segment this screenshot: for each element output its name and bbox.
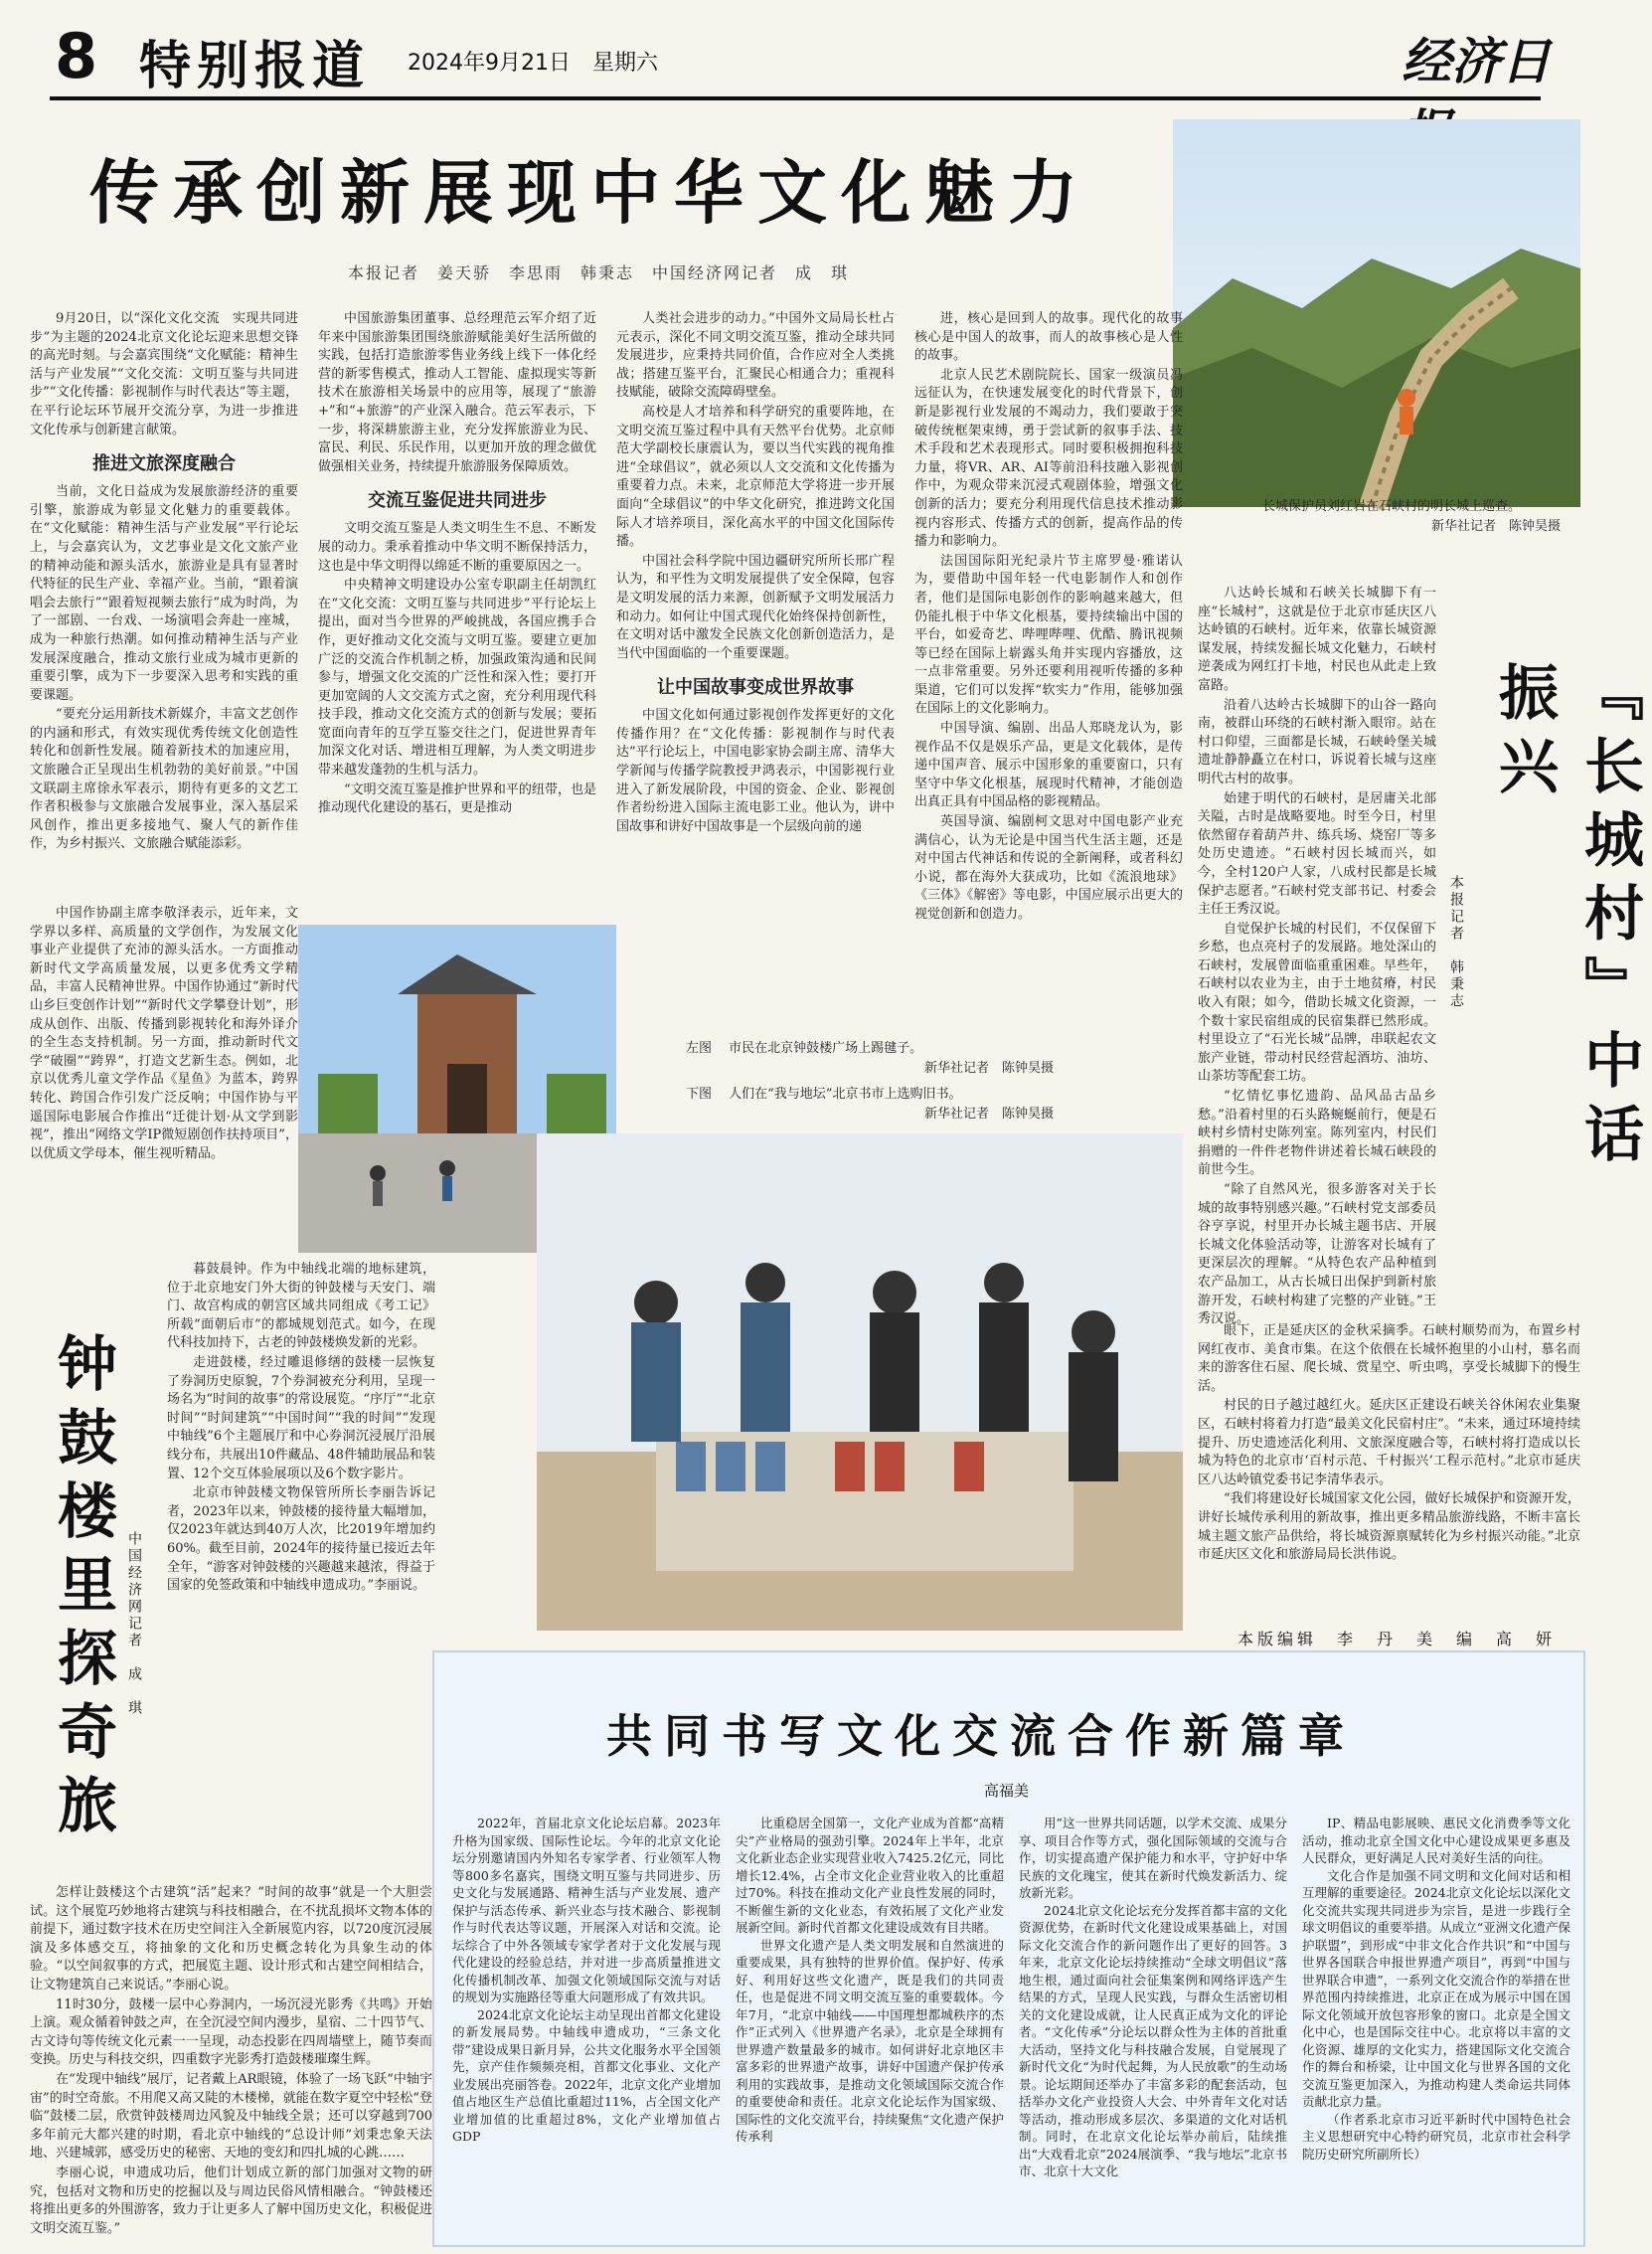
paragraph: 沿着八达岭古长城脚下的山谷一路向南，被群山环绕的石峡村渐入眼帘。站在村口仰望，三面都是长城，石峡岭堡关城遗址静静矗立在村口，诉说着长城与这座明代古村的故事。 bbox=[1198, 697, 1436, 786]
paragraph: 北京市钟鼓楼文物保管所所长李丽告诉记者，2023年以来，钟鼓楼的接待量大幅增加，仅2023年就达到40万人次，比2019年增加约60%。截至目前，2024年的接待量已接近去年全年，“游客对钟鼓楼的兴趣越来越浓，得益于国家的免签政策和中轴线申遗成功。”李丽说。 bbox=[167, 1485, 435, 1594]
newspaper-logo: 经济日 bbox=[1402, 32, 1551, 90]
bell-tower-headline: 钟鼓楼里探奇旅 bbox=[48, 1332, 117, 1847]
bottom-caption-text: 人们在“我与地坛”北京书市上选购旧书。 bbox=[729, 1087, 962, 1102]
paragraph: 人类社会进步的动力。”中国外文局局长杜占元表示，深化不同文明交流互鉴，推动全球共同发展进步，应秉持共同价值，合作应对全人类挑战；搭建互鉴平台，汇聚民心相通合力；重视科技赋能，破除交流障碍壁垒。 bbox=[616, 311, 895, 401]
left-caption-text: 市民在北京钟鼓楼广场上踢毽子。 bbox=[729, 1041, 923, 1056]
paragraph: 中国文化如何通过影视创作发挥更好的文化传播作用？在“文化传播：影视制作与时代表达”平行论坛上，中国电影家协会副主席、清华大学新闻与传播学院教授尹鸿表示，中国影视行业进入了新发展阶段，中国的资金、企业、影视创作者纷纷进入国际主流电影工业。他认为，讲中国故事和讲好中国故事是一个层级向前的递 bbox=[616, 708, 895, 834]
paragraph: 北京人民艺术剧院院长、国家一级演员冯远征认为，在快速发展变化的时代背景下，创新是影视行业发展的不竭动力，我们要敢于突破传统框架束缚，勇于尝试新的叙事手法、技术手段和艺术表现形式。同时要积极拥抱科技力量，将VR、AR、AI等前沿科技融入影视创作中，为观众带来沉浸式观剧体验，增强文化创新的活力；要充分利用现代信息技术推动影视内容形式、传播方式的创新，提高作品的传播力和影响力。 bbox=[914, 367, 1183, 550]
paragraph: 八达岭长城和石峡关长城脚下有一座“长城村”，这就是位于北京市延庆区八达岭镇的石峡村。近年来，依靠长城资源谋发展，持续发掘长城文化魅力，石峡村逆袭成为网红打卡地，村民也从此走上致富路。 bbox=[1198, 586, 1436, 693]
paragraph: 中国社会科学院中国边疆研究所所长邢广程认为，和平性为文明发展提供了安全保障，包容是文明发展的活力来源，创新赋予文明发展活力和动力。如何让中国式现代化始终保持创新性，在文明对话中激发全民族文化创新创造活力，是当代中国面临的一个重要课题。 bbox=[616, 553, 895, 661]
article-column-1 bbox=[30, 310, 298, 947]
book-market-image bbox=[537, 1133, 1183, 1631]
paragraph: 比重稳居全国第一，文化产业成为首都“高精尖”产业格局的强劲引擎。2024年上半年，北京文化新业态企业实现营业收入7425.2亿元，同比增长12.4%，占全市文化企业营业收入的比重超过70%。科技在推动文化产业良性发展的同时，不断催生新的文化业态，有效拓展了文化产业发展新空间。新时代首都文化建设成效有目共睹。 bbox=[736, 1816, 1004, 1935]
paragraph: 用”这一世界共同话题，以学术交流、成果分享、项目合作等方式，强化国际领域的交流与合作，切实提高遗产保护能力和水平，守护好中华民族的文化瑰宝，使其在新时代焕发新活力、绽放新光彩。 bbox=[1019, 1816, 1287, 1900]
commentary-column-2 bbox=[736, 1815, 1004, 2237]
page-number: 8 bbox=[55, 20, 98, 92]
main-headline: 传承创新展现中华文化魅力 bbox=[89, 151, 1091, 234]
left-photo-credit: 新华社记者 陈钟昊摄 bbox=[923, 1061, 1054, 1076]
paragraph: 文化合作是加强不同文明和文化间对话和相互理解的重要途径。2024北京文化论坛以深化文化交流共实现共同进步为宗旨，是进一步践行全球文明倡议的重要举措。从成立“亚洲文化遗产保护联盟”，到形成“中非文化合作共识”和“中国与世界各国联合申报世界遗产项目”，再到“中国与世界联合申遗”，一系列文化交流合作的举措在世界范围内持续推进，北京正在成为展示中国在国际文化领域开放包容形象的窗口。北京是全国文化中心，也是国际交往中心。北京将以丰富的文化资源、雄厚的文化实力，搭建国际文化交流合作的舞台和桥梁，让中国文化与世界各国的文化交流互鉴更加深入，为推动构建人类命运共同体贡献北京力量。 bbox=[1302, 1867, 1570, 2109]
great-wall-photo bbox=[1173, 119, 1580, 507]
left-label: 左图 bbox=[686, 1041, 713, 1056]
article-column-3 bbox=[616, 310, 895, 887]
left-photo-caption bbox=[686, 1039, 1183, 1059]
paragraph: 走进鼓楼，经过雕退修缮的鼓楼一层恢复了券洞历史原貌，7个券洞被充分利用，呈现一场名为“时间的故事”的常设展览。“序厅”“北京时间”“时间建筑”“中国时间”“我的时间”“发现中轴线”6个主题展厅和中心券洞沉浸展厅沿展线分布，共展出10件藏品、48件辅助展品和装置、12个交互体验展项以及6个数字影片。 bbox=[167, 1354, 435, 1481]
paragraph: 当前，文化日益成为发展旅游经济的重要引擎，旅游成为彰显文化魅力的重要载体。在“文化赋能：精神生活与产业发展”平行论坛上，与会嘉宾认为，文艺事业是文化文旅产业的精神动能和源头活水，旅游业是具有显著时代特征的民生产业、幸福产业。当前，“跟着演唱会去旅行”“跟着短视频去旅行”成为时尚，为了一部剧、一台戏、一场演唱会奔赴一座城，成为一种旅行热潮。如何推动精神生活与产业发展深度融合，推动文旅行业成为城市更新的重要引擎，成为下一步要深入思考和实践的重要课题。 bbox=[30, 484, 298, 703]
great-wall-caption-text: 长城保护员刘红岩在石峡村的明长城上巡查。 bbox=[1262, 499, 1522, 514]
bottom-label: 下图 bbox=[686, 1087, 713, 1102]
paragraph: 李丽心说，申遗成功后，他们计划成立新的部门加强对文物的研究，包括对文物和历史的挖掘以及与周边民俗风情相融合。“钟鼓楼还将推出更多的外围游客，致力于让更多人了解中国历史文化，积极促进文明交流互鉴。” bbox=[30, 2165, 432, 2236]
great-wall-credit: 新华社记者 陈钟昊摄 bbox=[1430, 519, 1561, 534]
paragraph: 2024北京文化论坛充分发挥首都丰富的文化资源优势，在新时代文化建设成果基础上，对国际文化交流合作的新问题作出了更好的回答。3年来，北京文化论坛持续推动“全球文明倡议”落地生根，通过面向社会征集案例和网络评选产生结果的方式，呈现人民实践，与群众生活密切相关的文化建设成就，让人民真正成为文化的评论者。“文化传承”分论坛以群众性为主体的首批重大活动，坚持文化与科技融合发展，自觉展现了新时代文化“为时代起舞，为人民放歌”的生动场景。论坛期间还举办了丰富多彩的配套活动，包括举办文化产业投资人大会、中外青年文化对话等活动，推动形成多层次、多渠道的文化对话机制。同时，在北京文化论坛举办前后，陆续推出“大戏看北京”2024展演季、“我与地坛”北京书市、北京十大文化 bbox=[1019, 1902, 1287, 2178]
great-wall-village-column-wide bbox=[1198, 1322, 1580, 1621]
great-wall-village-column bbox=[1198, 585, 1436, 1327]
paragraph: 始建于明代的石峡村，是居庸关北部关隘，古时是战略要地。时至今日，村里依然留存着葫芦井、练兵场、烧窑厂等多处历史遗迹。“石峡村因长城而兴，如今，全村120户人家，八成村民都是长城保护志愿者。”石峡村党支部书记、村委会主任王秀汉说。 bbox=[1198, 790, 1436, 918]
paragraph: IP、精品电影展映、惠民文化消费季等文化活动，推动北京全国文化中心建设成果更多惠及人民群众，更好满足人民对美好生活的向往。 bbox=[1302, 1816, 1570, 1865]
bell-tower-byline: 中国经济网记者 成 琪 bbox=[126, 1531, 142, 1717]
paragraph: 文明交流互鉴是人类文明生生不息、不断发展的动力。秉承着推动中华文明不断保持活力，这也是中华文明得以绵延不断的重要原因之一。 bbox=[318, 521, 596, 574]
article-column-1-lower bbox=[30, 905, 298, 1263]
section-title: 特别报道 bbox=[139, 36, 371, 96]
bottom-photo-caption bbox=[686, 1085, 1183, 1105]
bell-tower-column-a bbox=[167, 1261, 435, 1758]
paragraph: 暮鼓晨钟。作为中轴线北端的地标建筑，位于北京地安门外大街的钟鼓楼与天安门、端门、故宫构成的朝宫区域共同组成《考工记》所载“面朝后市”的都城规划范式。如今，在现代科技加持下，古老的钟鼓楼焕发新的光彩。 bbox=[167, 1262, 435, 1351]
issue-date: 2024年9月21日 星期六 bbox=[408, 51, 658, 76]
paragraph: 进，核心是回到人的故事。现代化的故事核心是中国人的故事，而人的故事核心是人性的故事。 bbox=[914, 311, 1183, 364]
paragraph: 2024北京文化论坛主动呈现出首都文化建设的新发展局势。中轴线申遗成功，“三条文化带”建设成果日新月异，公共文化服务水平全国领先，京产佳作频频亮相，首都文化事业、文化产业发展出亮丽答卷。2022年，北京文化产业增加值占地区生产总值比重超过11%，占全国文化产业增加值的比重超过8%，文化产业增加值占GDP bbox=[452, 2006, 721, 2144]
great-wall-village-headline: 『长城村』中话振兴 bbox=[1489, 661, 1644, 1176]
subheading-tourism: 推进文旅深度融合 bbox=[92, 453, 236, 475]
subheading-china-story: 让中国故事变成世界故事 bbox=[657, 677, 854, 699]
commentary-column-4 bbox=[1302, 1815, 1570, 2237]
paragraph: 11时30分，鼓楼一层中心券洞内，一场沉浸光影秀《共鸣》开始上演。观众循着钟鼓之声，在全沉浸空间内漫步，星宿、二十四节气、古文诗句等传统文化元素一一呈现，动态投影在四周墙壁上，随节奏而变换。历史与科技交织，四重数字光影秀打造鼓楼璀璨生辉。 bbox=[30, 1996, 432, 2068]
article-column-2 bbox=[318, 310, 596, 887]
paragraph: 中国旅游集团董事、总经理范云军介绍了近年来中国旅游集团围绕旅游赋能美好生活所做的实践，包括打造旅游零售业务线上线下一体化经营的新零售模式，推动人工智能、虚拟现实等新技术在旅游相关场景中的应用等，展现了“旅游+”和“+旅游”的产业深入融合。范云军表示，下一步，将深耕旅游主业，充分发挥旅游业为民、富民、利民、乐民作用，以更加开放的理念做优做强相关业务，持续提升旅游服务保障质效。 bbox=[318, 311, 596, 474]
paragraph: 英国导演、编剧柯文思对中国电影产业充满信心，认为无论是中国当代生活主题，还是对中国古代神话和传说的全新阐释，或者科幻小说，都在海外大获成功，比如《流浪地球》《三体》《解密》等电影，中国应展示出更大的视觉创新和创造力。 bbox=[914, 814, 1183, 922]
paragraph: 2022年，首届北京文化论坛启幕。2023年升格为国家级、国际性论坛。今年的北京文化论坛分别邀请国内外知名专家学者、行业领军人物等800多名嘉宾，围绕文明互鉴与共同进步、历史文化与发展通路、精神生活与产业发展、遗产保护与活态传承、新兴业态与技术融合、影视制作与时代表达等议题，开展深入对话和交流。论坛综合了中外各领域专家学者对于文化发展与现代化建设的经验总结，并对进一步高质量推进文化传播机制改革、加强文化领域国际交流与对话的规划为实施路径等重大问题形成了有效共识。 bbox=[452, 1816, 721, 2004]
paragraph: 9月20日，以“深化文化交流 实现共同进步”为主题的2024北京文化论坛迎来思想交锋的高光时刻。与会嘉宾围绕“文化赋能：精神生活与产业发展”“文化交流：文明互鉴与共同进步”“文化传播：影视制作与时代表达”等主题，在平行论坛环节展开交流分享，为进一步推进文化传承与创新建言献策。 bbox=[30, 311, 298, 437]
commentary-author: 高福美 bbox=[984, 1782, 1030, 1800]
paragraph: 中国导演、编剧、出品人郑晓龙认为，影视作品不仅是娱乐产品，更是文化载体，是传递中国声音、展示中国形象的重要窗口，只有坚守中华文化根基，展现时代精神，才能创造出真正具有中国品格的影视精品。 bbox=[914, 721, 1183, 810]
paragraph: 高校是人才培养和科学研究的重要阵地，在文明交流互鉴过程中具有天然平台优势。北京师范大学副校长康震认为，要以当代实践的视角推进“全球倡议”，就必须以人文交流和文化传播为重要着力点。未来，北京师范大学将进一步开展面向“全球倡议”的中华文化研究，推进跨文化国际人才培养项目，深化高水平的中国文化国际传播。 bbox=[616, 404, 895, 550]
article-column-4 bbox=[914, 310, 1183, 937]
paragraph: 在“发现中轴线”展厅，记者戴上AR眼镜，体验了一场飞跃“中轴宇宙”的时空奇旅。不用爬又高又陡的木楼梯，就能在数字夏空中轻松“登临”鼓楼二层，欣赏钟鼓楼周边风貌及中轴线全景；还可以穿越到700多年前元大都兴建的时期，看北京中轴线的“总设计师”刘秉忠象天法地、兴建城郭，感受历史的秘密、天地的变幻和四扎城的心跳…… bbox=[30, 2071, 432, 2162]
paragraph: 怎样让鼓楼这个古建筑“活”起来？“时间的故事”就是一个大胆尝试。这个展览巧妙地将古建筑与科技相融合，在不扰乱损坏文物本体的前提下，通过数字技术在历史空间注入全新展览内容，以720度沉浸展演及多体感交互，将抽象的文化和历史概念转化为具象生动的体验。“以空间叙事的方式，把展览主题、设计形式和古建空间相结合，让文物建筑自己来说话。”李丽心说。 bbox=[30, 1885, 432, 1993]
great-wall-caption bbox=[1262, 497, 1561, 537]
subheading-exchange: 交流互鉴促进共同进步 bbox=[368, 490, 547, 512]
bottom-photo-credit: 新华社记者 陈钟昊摄 bbox=[923, 1107, 1054, 1122]
paragraph: （作者系北京市习近平新时代中国特色社会主义思想研究中心特约研究员，北京市社会科学院历史研究所副所长） bbox=[1302, 2111, 1570, 2162]
paragraph: “我们将建设好长城国家文化公园，做好长城保护和资源开发，讲好长城传承利用的新故事，推出更多精品旅游线路，不断丰富长城主题文旅产品供给，将长城资源禀赋转化为乡村振兴动能。”北京市延庆区文化和旅游局局长洪伟说。 bbox=[1198, 1491, 1580, 1563]
paragraph: 世界文化遗产是人类文明发展和自然演进的重要成果，具有独特的世界价值。保护好、传承好、利用好这些文化遗产，既是我们的共同责任，也是促进不同文明交流互鉴的重要载体。今年7月，“北京中轴线——中国理想都城秩序的杰作”正式列入《世界遗产名录》，北京是全球拥有世界遗产数量最多的城市。如何讲好北京地区丰富多彩的世界遗产故事，讲好中国遗产保护传承利用的实践故事，是推动文化领域国际交流合作的重要使命和责任。北京文化论坛作为国家级、国际性的文化交流平台，持续聚焦“文化遗产保护传承利 bbox=[736, 1937, 1004, 2144]
commentary-column-3 bbox=[1019, 1815, 1287, 2237]
paragraph: 眼下，正是延庆区的金秋采摘季。石峡村顺势而为，布置乡村网红夜市、美食市集。在这个依偎在长城怀抱里的小山村，慕名而来的游客住石屋、爬长城、赏星空、听虫鸣，享受长城脚下的慢生活。 bbox=[1198, 1323, 1580, 1394]
bell-tower-column-b bbox=[30, 1884, 432, 2247]
great-wall-village-byline: 本报记者 韩秉志 bbox=[1448, 875, 1464, 1010]
commentary-column-1 bbox=[452, 1815, 721, 2237]
paragraph: 村民的日子越过越红火。延庆区正建设石峡关谷休闲农业集聚区，石峡村将着力打造“最美文化民宿村庄”。“未来，通过环境持续提升、历史遗迹活化利用、文旅深度融合等，石峡村将打造成以长城为特色的北京市‘百村示范、千村振兴’工程示范村。”北京市延庆区八达岭镇党委书记李清华表示。 bbox=[1198, 1398, 1580, 1487]
paragraph: “除了自然风光，很多游客对关于长城的故事特别感兴趣。”石峡村党支部委员谷亨享说，村里开办长城主题书店、开展长城文化体验活动等，让游客对长城有了更深层次的理解。“从特色农产品种植到农产品加工，从古长城日出保护到新村旅游开发，石峡村构建了完整的产业链。”王秀汉说。 bbox=[1198, 1182, 1436, 1327]
header-rule bbox=[50, 96, 1541, 100]
paragraph: 法国国际阳光纪录片节主席罗曼·雅诺认为，要借助中国年轻一代电影制作人和创作者，他们是国际电影创作的影响越来越大，但仍能扎根于中华文化根基，要持续输出中国的平台，如爱奇艺、哔哩哔哩、优酷、腾讯视频等已经在国际上崭露头角并实现内容播放，这一点非常重要。另外还要利用视听传播的多种渠道，它们可以发挥“软实力”作用，能够加强在国际上的文化影响力。 bbox=[914, 553, 1183, 717]
book-market-photo bbox=[537, 1133, 1183, 1631]
great-wall-image bbox=[1173, 119, 1580, 507]
paragraph: “要充分运用新技术新媒介，丰富文艺创作的内涵和形式，有效实现优秀传统文化创造性转化和创新性发展。随着新技术的加速应用，文旅融合正呈现出生机勃勃的美好前景。”中国文联副主席徐永军表示，期待有更多的文艺工作者积极参与文旅融合发展事业，深入基层采风创作，推出更多接地气、聚人气的新作佳作，为乡村振兴、文旅融合赋能添彩。 bbox=[30, 707, 298, 852]
paragraph: 中国作协副主席李敬泽表示，近年来，文学界以多样、高质量的文学创作，为发展文化事业产业提供了充沛的源头活水。一方面推动新时代文学高质量发展，以更多优秀文学精品，丰富人民精神世界。中国作协通过“新时代山乡巨变创作计划”“新时代文学攀登计划”，形成从创作、出版、传播到影视转化和海外译介的全生态支持机制。另一方面，推动新时代文学“破圈”“跨界”，打造文艺新生态。例如，北京以优秀儿童文学作品《星鱼》为蓝本，跨界转化、跨国合作引发广泛反响；中国作协与平遥国际电影展合作推出“迁徙计划·从文学到影视”，推出“网络文学IP微短剧创作扶持项目”，以优质文学母本，催生视听精品。 bbox=[30, 906, 298, 1161]
commentary-headline: 共同书写文化交流合作新篇章 bbox=[606, 1709, 1356, 1763]
paragraph: “文明交流互鉴是推护世界和平的纽带，也是推动现代化建设的基石，更是推动 bbox=[318, 781, 596, 816]
paragraph: 自觉保护长城的村民们，不仅保留下乡愁，也点亮村子的发展路。地处深山的石峡村，发展曾面临重重困难。早些年，石峡村以农业为主，由于土地贫瘠，村民收入有限；如今，借助长城文化资源，一个数十家民宿组成的民宿集群已然形成。村里设立了“石光长城”品牌，串联起农文旅产业链，带动村民经营起酒坊、油坊、山茶坊等配套工坊。 bbox=[1198, 921, 1436, 1085]
photo-captions bbox=[686, 1039, 1183, 1125]
page-editor-credit: 本版编辑 李 丹 美 编 高 妍 bbox=[1238, 1630, 1557, 1648]
paragraph: 中央精神文明建设办公室专职副主任胡凯红在“文化交流：文明互鉴与共同进步”平行论坛上提出，面对当今世界的严峻挑战，各国应携手合作，更好推动文化交流与文明互鉴。要建立更加广泛的交流合作机制之桥，加强政策沟通和民间参与，增强文化交流的广泛性和深入性；要打开更加宽阔的人文交流方式之窗，充分利用现代科技手段，推动文化交流方式的创新与发展；要拓宽面向青年的互学互鉴交往之门，促进世界青年加深文化对话、增进相互理解，为人类文明进步带来越发蓬勃的生机与活力。 bbox=[318, 578, 596, 779]
main-byline: 本报记者 姜天骄 李思雨 韩秉志 中国经济网记者 成 琪 bbox=[348, 263, 850, 282]
paragraph: “忆情忆事忆遗韵、品风品古品乡愁。”沿着村里的石头路蜿蜒前行，便是石峡村乡情村史陈列室。陈列室内，村民们捐赠的一件件老物件讲述着长城石峡段的前世今生。 bbox=[1198, 1089, 1436, 1178]
